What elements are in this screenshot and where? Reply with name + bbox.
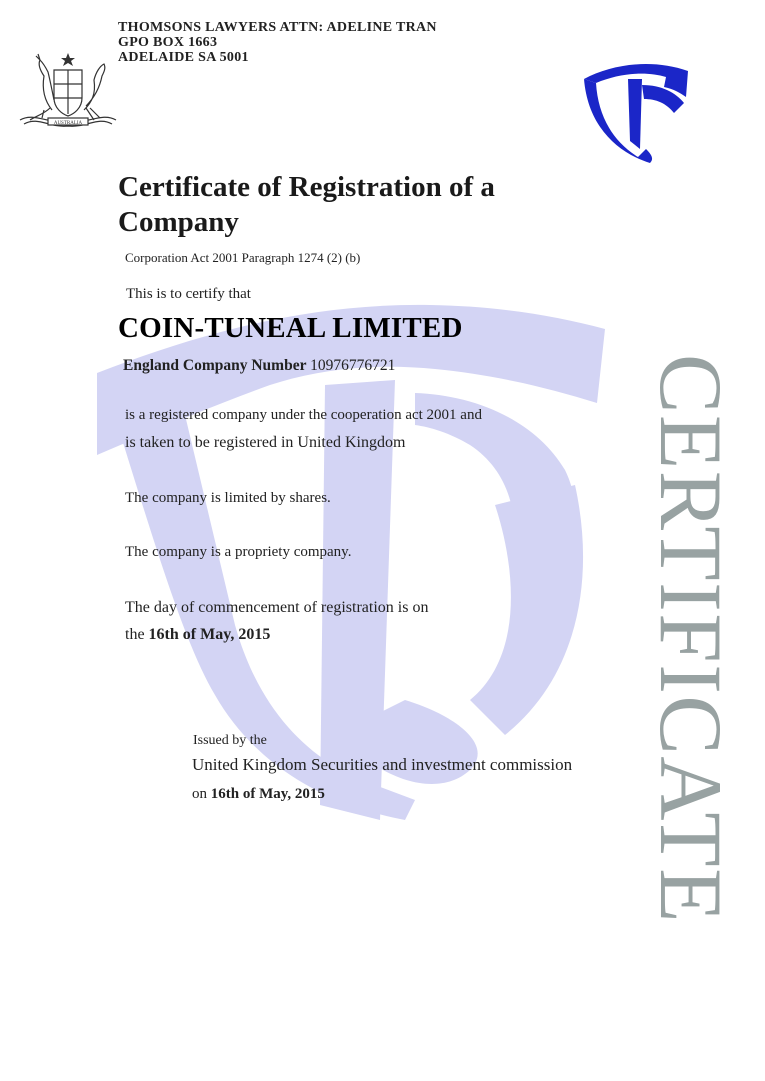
limited-by-shares-statement: The company is limited by shares. bbox=[125, 490, 331, 506]
vertical-certificate-label bbox=[640, 318, 740, 960]
recipient-address bbox=[118, 20, 437, 65]
vertical-certificate-text: CERTIFICATE bbox=[641, 354, 740, 924]
issuer-name: United Kingdom Securities and investment commission bbox=[192, 755, 573, 774]
issued-date-line bbox=[192, 786, 325, 803]
coat-of-arms-icon bbox=[14, 50, 122, 130]
registration-statement: is a registered company under the cooperation act 2001 and bbox=[125, 407, 482, 423]
address-line: ADELAIDE SA 5001 bbox=[118, 50, 249, 65]
issued-date: 16th of May, 2015 bbox=[210, 786, 325, 802]
company-number: 10976776721 bbox=[310, 357, 396, 374]
certificate-title: Certificate of Registration of a Company bbox=[118, 171, 495, 238]
registration-location: is taken to be registered in United Kingdom bbox=[125, 434, 406, 451]
commencement-prefix: the bbox=[125, 626, 149, 643]
issued-by-label: Issued by the bbox=[193, 733, 267, 748]
company-name: COIN-TUNEAL LIMITED bbox=[118, 312, 463, 344]
address-line: GPO BOX 1663 bbox=[118, 35, 218, 50]
commencement-date: 16th of May, 2015 bbox=[148, 626, 271, 643]
company-type-statement: The company is a propriety company. bbox=[125, 544, 352, 560]
svg-text:AUSTRALIA: AUSTRALIA bbox=[53, 121, 83, 126]
commencement-statement: The day of commencement of registration is on bbox=[125, 599, 429, 616]
issued-on-prefix: on bbox=[192, 786, 211, 802]
company-number-line bbox=[123, 357, 395, 375]
legislation-reference: Corporation Act 2001 Paragraph 1274 (2) (b) bbox=[125, 250, 361, 265]
commencement-date-line bbox=[125, 626, 270, 644]
company-number-label: England Company Number bbox=[123, 357, 311, 374]
tc-shield-logo-icon bbox=[580, 57, 692, 167]
certify-statement: This is to certify that bbox=[126, 286, 251, 302]
address-line: THOMSONS LAWYERS ATTN: ADELINE TRAN bbox=[118, 20, 437, 35]
